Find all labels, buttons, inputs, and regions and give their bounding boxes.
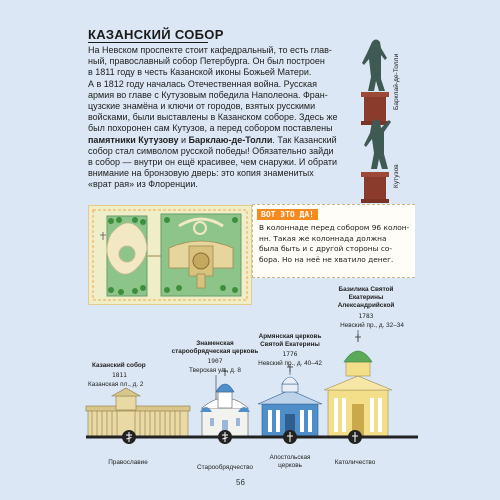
name-line: Святой Екатерины bbox=[260, 341, 320, 348]
name-line: Знаменская bbox=[196, 340, 234, 347]
text-line: армия во главе с Кутузовым победила Наполеона. Фран- bbox=[88, 89, 328, 100]
timeline-marker-oldbelievers bbox=[218, 430, 232, 444]
building-year-armenian: 1776 bbox=[282, 351, 298, 358]
text-line: был похоронен сам Кутузов, а перед собором поставлены bbox=[88, 123, 333, 134]
text-line: «врат рая» из Флоренции. bbox=[88, 179, 198, 190]
text-line: собор стал символом русской победы! Обязательно зайди bbox=[88, 145, 334, 156]
timeline-marker-orthodox bbox=[122, 430, 136, 444]
text-line: в 1811 году в честь Казанской иконы Божьей Матери. bbox=[88, 67, 312, 78]
name-line: Армянская церковь bbox=[258, 333, 322, 340]
callout-line: нн. Такая же колоннада должна bbox=[259, 233, 387, 243]
page-title: КАЗАНСКИЙ СОБОР bbox=[88, 27, 224, 42]
bold-monument-kutuzov: памятники Кутузову bbox=[88, 134, 179, 145]
text-fragment: . Так Казанский bbox=[272, 134, 337, 145]
timeline-marker-apostolic bbox=[283, 430, 297, 444]
category-oldbelievers: Старообрядчество bbox=[197, 464, 253, 471]
callout-title: ВОТ ЭТО ДА! bbox=[257, 209, 318, 220]
basilica-icon bbox=[324, 334, 392, 436]
callout-line: была быть и с другой стороны со- bbox=[259, 244, 393, 254]
category-orthodox: Православие bbox=[108, 459, 148, 466]
name-line: Базилика Святой bbox=[338, 286, 394, 293]
bold-monument-barclay: Барклаю-де-Толли bbox=[188, 134, 273, 145]
category-line: церковь bbox=[278, 462, 302, 469]
callout-line: бора. Но на неё не хватило денег. bbox=[259, 254, 394, 264]
building-address-basilica: Невский пр., д. 32–34 bbox=[340, 322, 404, 329]
text-line: А в 1812 году началась Отечественная война. Русская bbox=[88, 78, 318, 89]
kazan-cathedral-icon bbox=[86, 388, 190, 436]
text-line: цузские знамёна и ключи от городов, взятых русскими bbox=[88, 101, 316, 112]
page-number: 56 bbox=[236, 478, 245, 487]
category-line: Апостольская bbox=[269, 454, 311, 461]
name-line: Александрийской bbox=[337, 302, 395, 309]
text-line: внимание на бронзовую дверь: это копия знаменитых bbox=[88, 168, 314, 179]
building-name-kazan: Казанский собор bbox=[92, 362, 146, 369]
category-catholic: Католичество bbox=[334, 459, 376, 466]
text-fragment: и bbox=[178, 134, 189, 145]
building-year-basilica: 1783 bbox=[358, 313, 374, 320]
building-year-znamenskaya: 1907 bbox=[207, 358, 223, 365]
text-line: На Невском проспекте стоит кафедральный, то есть глав- bbox=[88, 45, 332, 55]
name-line: Екатерины bbox=[348, 294, 384, 301]
building-address-armenian: Невский пр., д. 40–42 bbox=[258, 360, 322, 367]
name-line: старообрядческая церковь bbox=[171, 348, 259, 355]
building-year-kazan: 1811 bbox=[112, 372, 127, 379]
text-line: войсками, были выставлены в Казанском соборе. Здесь же bbox=[88, 112, 338, 123]
znamenskaya-church-icon bbox=[200, 368, 250, 436]
kutuzov-label: Кутузов bbox=[393, 164, 400, 188]
callout-line: В колоннаде перед собором 96 колон- bbox=[259, 223, 410, 232]
building-address-znamenskaya: Тверская ул., д. 8 bbox=[189, 367, 241, 374]
text-line: в собор — внутри он ещё красивее, чем снаружи. И обрати bbox=[88, 157, 338, 168]
barclay-label: Барклай-де-Толли bbox=[393, 53, 400, 110]
text-line: ный, православный собор Петербурга. Он был построен bbox=[88, 56, 325, 67]
timeline-marker-catholic bbox=[348, 430, 362, 444]
building-address-kazan: Казанская пл., д. 2 bbox=[88, 381, 144, 388]
category-apostolic bbox=[260, 454, 320, 470]
